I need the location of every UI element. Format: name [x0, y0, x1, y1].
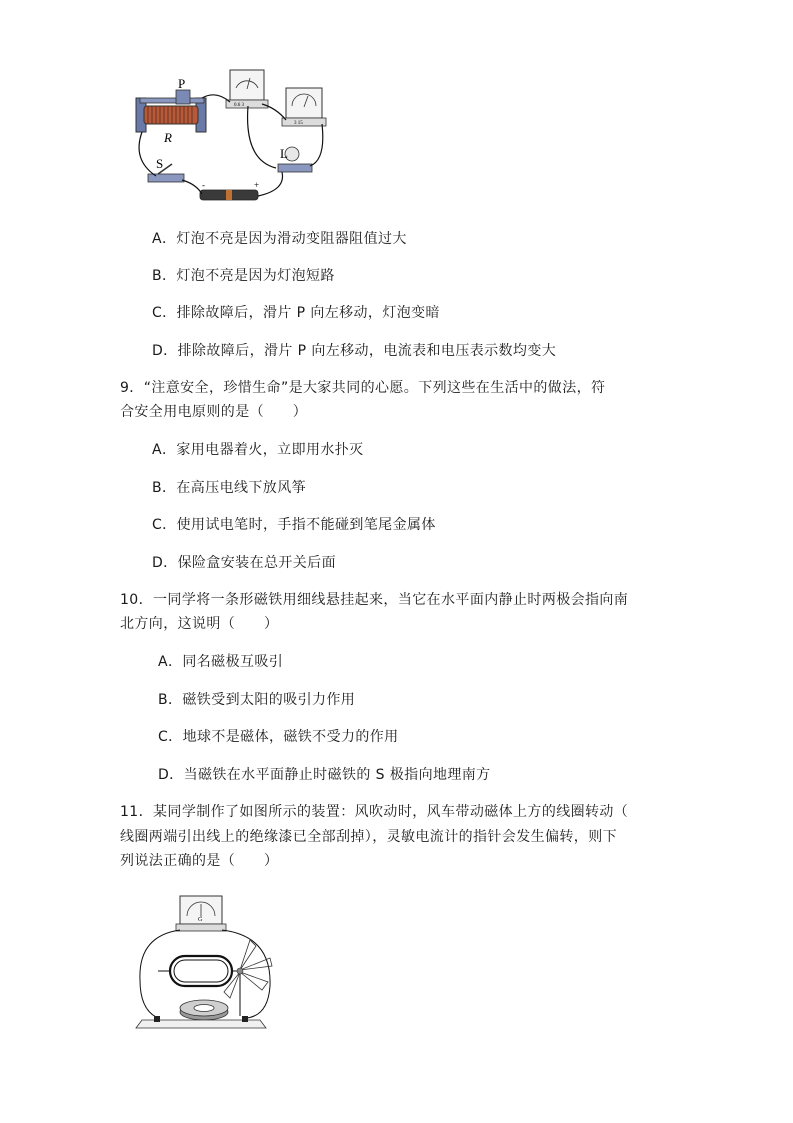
q8-option-a: A．灯泡不亮是因为滑动变阻器阻值过大 [152, 231, 407, 247]
windmill-generator-figure [128, 890, 278, 1040]
switch-label-s: S [156, 156, 164, 171]
slider-label-p: P [178, 76, 186, 91]
battery-minus: - [202, 180, 205, 190]
q9-option-a: A．家用电器着火，立即用水扑灭 [152, 442, 364, 458]
circuit-figure [126, 60, 336, 212]
q9-stem-line1: 9．“注意安全，珍惜生命”是大家共同的心愿。下列这些在生活中的做法，符 [120, 380, 606, 396]
q10-option-b: B．磁铁受到太阳的吸引力作用 [158, 692, 356, 708]
battery-plus: + [254, 180, 260, 190]
q10-option-c: C．地球不是磁体，磁铁不受力的作用 [158, 729, 399, 745]
ammeter-scale: 0.6 3 [234, 103, 244, 108]
voltmeter-scale: 3 15 [294, 121, 303, 126]
q10-option-a: A．同名磁极互吸引 [158, 654, 284, 670]
q10-option-d: D．当磁铁在水平面静止时磁铁的 S 极指向地理南方 [158, 767, 491, 783]
lamp-label-l: L [280, 146, 288, 161]
q9-option-b: B．在高压电线下放风筝 [152, 480, 307, 496]
q8-option-c: C．排除故障后，滑片 P 向左移动，灯泡变暗 [152, 305, 440, 321]
q9-option-c: C．使用试电笔时，手指不能碰到笔尾金属体 [152, 517, 436, 533]
q11-stem-line3: 列说法正确的是（ ） [120, 853, 279, 869]
q8-option-b: B．灯泡不亮是因为灯泡短路 [152, 268, 335, 284]
q9-option-d: D．保险盒安装在总开关后面 [152, 555, 336, 571]
q10-stem-line1: 10．一同学将一条形磁铁用细线悬挂起来，当它在水平面内静止时两极会指向南 [120, 592, 629, 608]
q8-option-d: D．排除故障后，滑片 P 向左移动，电流表和电压表示数均变大 [152, 343, 557, 359]
galvanometer-label: G [198, 917, 203, 923]
rheostat-label-r: R [164, 130, 172, 145]
q9-stem-line2: 合安全用电原则的是（ ） [120, 404, 308, 420]
q11-stem-line2: 线圈两端引出线上的绝缘漆已全部刮掉），灵敏电流计的指针会发生偏转，则下 [120, 829, 617, 845]
q10-stem-line2: 北方向，这说明（ ） [120, 616, 279, 632]
q11-stem-line1: 11．某同学制作了如图所示的装置：风吹动时，风车带动磁体上方的线圈转动（ [120, 804, 629, 820]
